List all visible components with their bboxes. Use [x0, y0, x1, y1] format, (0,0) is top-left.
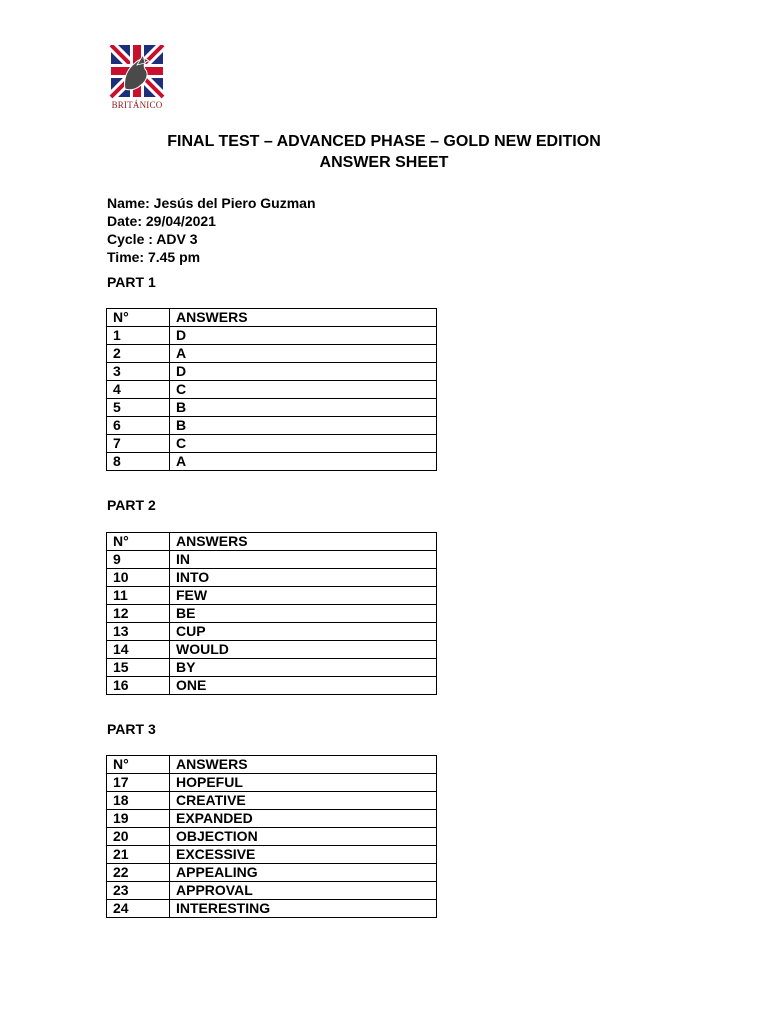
answer-cell: EXPANDED [170, 810, 437, 828]
question-number: 2 [107, 345, 170, 363]
table-row [107, 399, 437, 417]
table-row [107, 605, 437, 623]
answer-cell: INTERESTING [170, 900, 437, 918]
question-number: 9 [107, 551, 170, 569]
table-row [107, 327, 437, 345]
question-number: 19 [107, 810, 170, 828]
answer-cell: ONE [170, 677, 437, 695]
table-row [107, 864, 437, 882]
question-number: 20 [107, 828, 170, 846]
logo-text: BRITÁNICO [111, 100, 163, 110]
question-number: 10 [107, 569, 170, 587]
answer-cell: C [170, 435, 437, 453]
answer-cell: A [170, 345, 437, 363]
question-number: 8 [107, 453, 170, 471]
question-number: 14 [107, 641, 170, 659]
table-header-row [107, 533, 437, 551]
table-header-row [107, 309, 437, 327]
part-1-answer-table [106, 308, 437, 471]
table-row [107, 792, 437, 810]
question-number: 4 [107, 381, 170, 399]
table-row [107, 846, 437, 864]
answer-cell: C [170, 381, 437, 399]
answer-cell: HOPEFUL [170, 774, 437, 792]
britanico-logo [107, 45, 167, 111]
part-3-answer-table [106, 755, 437, 918]
part-2-heading: PART 2 [107, 497, 156, 513]
table-row [107, 363, 437, 381]
page-title: FINAL TEST – ADVANCED PHASE – GOLD NEW EDITION [167, 133, 601, 150]
table-row [107, 435, 437, 453]
table-row [107, 345, 437, 363]
answer-cell: INTO [170, 569, 437, 587]
answer-cell: A [170, 453, 437, 471]
question-number: 16 [107, 677, 170, 695]
question-number: 7 [107, 435, 170, 453]
table-row [107, 774, 437, 792]
answer-cell: CUP [170, 623, 437, 641]
table-row [107, 453, 437, 471]
table-header-row [107, 756, 437, 774]
test-cycle: Cycle : ADV 3 [107, 231, 198, 247]
answer-cell: BY [170, 659, 437, 677]
question-number: 21 [107, 846, 170, 864]
question-number: 15 [107, 659, 170, 677]
question-number: 23 [107, 882, 170, 900]
table-row [107, 381, 437, 399]
answer-cell: EXCESSIVE [170, 846, 437, 864]
table-row [107, 623, 437, 641]
table-row [107, 810, 437, 828]
answer-cell: IN [170, 551, 437, 569]
table-row [107, 569, 437, 587]
answer-cell: BE [170, 605, 437, 623]
part-1-heading: PART 1 [107, 274, 156, 290]
question-number: 11 [107, 587, 170, 605]
question-number: 1 [107, 327, 170, 345]
table-row [107, 659, 437, 677]
answer-cell: WOULD [170, 641, 437, 659]
table-row [107, 677, 437, 695]
column-header-answers: ANSWERS [170, 756, 437, 774]
answer-cell: APPEALING [170, 864, 437, 882]
page-subtitle: ANSWER SHEET [319, 154, 449, 171]
question-number: 12 [107, 605, 170, 623]
question-number: 24 [107, 900, 170, 918]
table-row [107, 417, 437, 435]
question-number: 6 [107, 417, 170, 435]
question-number: 5 [107, 399, 170, 417]
student-name: Name: Jesús del Piero Guzman [107, 195, 316, 211]
column-header-number: N° [107, 309, 170, 327]
column-header-answers: ANSWERS [170, 533, 437, 551]
column-header-number: N° [107, 756, 170, 774]
test-date: Date: 29/04/2021 [107, 213, 216, 229]
question-number: 13 [107, 623, 170, 641]
answer-cell: B [170, 399, 437, 417]
question-number: 18 [107, 792, 170, 810]
answer-cell: D [170, 363, 437, 381]
answer-cell: FEW [170, 587, 437, 605]
part-2-answer-table [106, 532, 437, 695]
table-row [107, 900, 437, 918]
test-time: Time: 7.45 pm [107, 249, 201, 265]
column-header-answers: ANSWERS [170, 309, 437, 327]
table-row [107, 828, 437, 846]
table-row [107, 551, 437, 569]
column-header-number: N° [107, 533, 170, 551]
question-number: 22 [107, 864, 170, 882]
answer-cell: APPROVAL [170, 882, 437, 900]
table-row [107, 587, 437, 605]
answer-cell: CREATIVE [170, 792, 437, 810]
part-3-heading: PART 3 [107, 721, 156, 737]
table-row [107, 641, 437, 659]
table-row [107, 882, 437, 900]
question-number: 17 [107, 774, 170, 792]
answer-cell: OBJECTION [170, 828, 437, 846]
question-number: 3 [107, 363, 170, 381]
union-jack-lion-emblem [107, 45, 167, 101]
answer-cell: B [170, 417, 437, 435]
answer-cell: D [170, 327, 437, 345]
